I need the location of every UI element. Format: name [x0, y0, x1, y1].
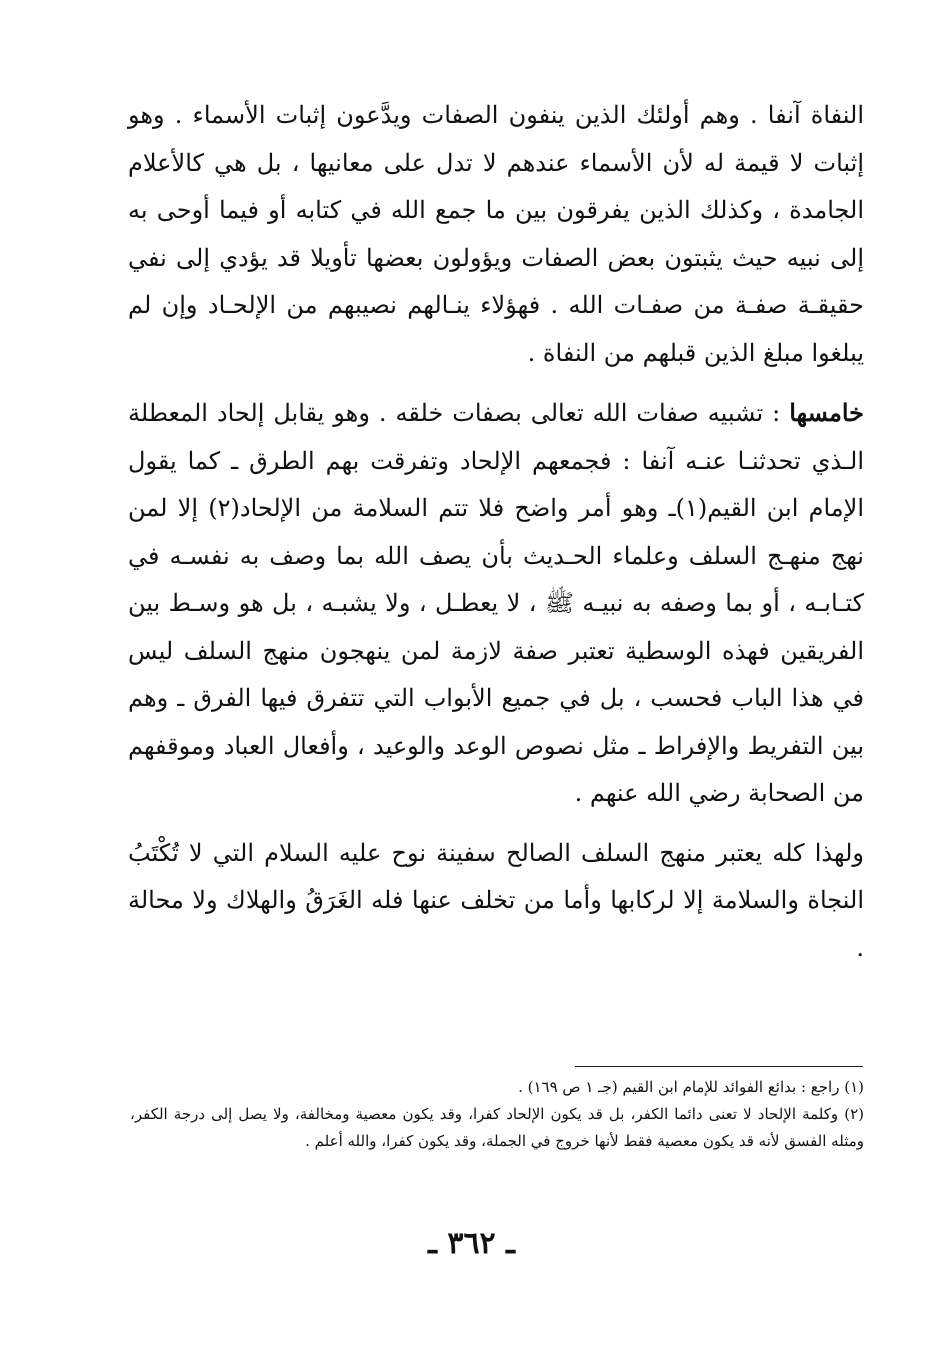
section-heading-word: خامسها: [789, 398, 864, 427]
page-number: ـ ٣٦٢ ـ: [428, 1226, 515, 1261]
paragraph-3: ولهذا كله يعتبر منهج السلف الصالح سفينة نوح عليه السلام التي لا تُكْتَبُ النجاة والسلامة إلا لركابها وأما من تخلف عنها فله الغَرَقُ والهلاك ولا محالة .: [128, 838, 864, 962]
footnote-divider: [575, 1066, 863, 1067]
footnote-2: (٢) وكلمة الإلحاد لا تعنى دائما الكفر، بل قد يكون الإلحاد كفرا، وقد يكون معصية ومخالفة، ولا يصل إلى درجة الكفر، ومثله الفسق لأنه قد يكون معصية فقط لأنها خروج في الجملة، وقد يكون كفرا، والله أعلم .: [130, 1105, 864, 1150]
paragraph-2: [128, 389, 864, 818]
paragraph-2-text: : تشبيه صفات الله تعالى بصفات خلقه . وهو يقابل إلحاد المعطلة الـذي تحدثنـا عنـه آنفا : فجمعهم الإلحاد وتفرقت بهم الطرق ـ كما يقول الإمام ابن القيم(١)ـ وهو أمر واضح فلا تتم السلامة من الإلحاد(٢) إلا لمن نهج منهـج السلف وعلماء الحـديث بأن يصف الله بما وصف به نفسـه في كتـابـه ، أو بما وصفه به نبيـه ﷺ ، لا يعطـل ، ولا يشبـه ، بل هو وسـط بين الفريقين فهذه الوسطية تعتبر صفة لازمة لمن ينهجون منهج السلف ليس في هذا الباب فحسب ، بل في جميع الأبواب التي تتفرق فيها الفرق ـ وهم بين التفريط والإفراط ـ مثل نصوص الوعد والوعيد ، وأفعال العباد وموقفهم من الصحابة رضي الله عنهم .: [128, 399, 864, 807]
footnotes: [130, 1074, 864, 1155]
footnote-1: (١) راجع : بدائع الفوائد للإمام ابن القيم (جـ ١ ص ١٦٩) .: [518, 1078, 864, 1096]
main-text: [128, 92, 864, 972]
paragraph-1: النفاة آنفا . وهم أولئك الذين ينفون الصفات ويدَّعون إثبات الأسماء . وهو إثبات لا قيمة له لأن الأسماء عندهم لا تدل على معانيها ، بل هي كالأعلام الجامدة ، وكذلك الذين يفرقون بين ما جمع الله في كتابه أو فيما أوحى به إلى نبيه حيث يثبتون بعض الصفات ويؤولون بعضها تأويلا قد يؤدي إلى نفي حقيقـة صفـة من صفـات الله . فهؤلاء ينـالهم نصيبهم من الإلحـاد وإن لم يبلغوا مبلغ الذين قبلهم من النفاة .: [128, 101, 864, 367]
